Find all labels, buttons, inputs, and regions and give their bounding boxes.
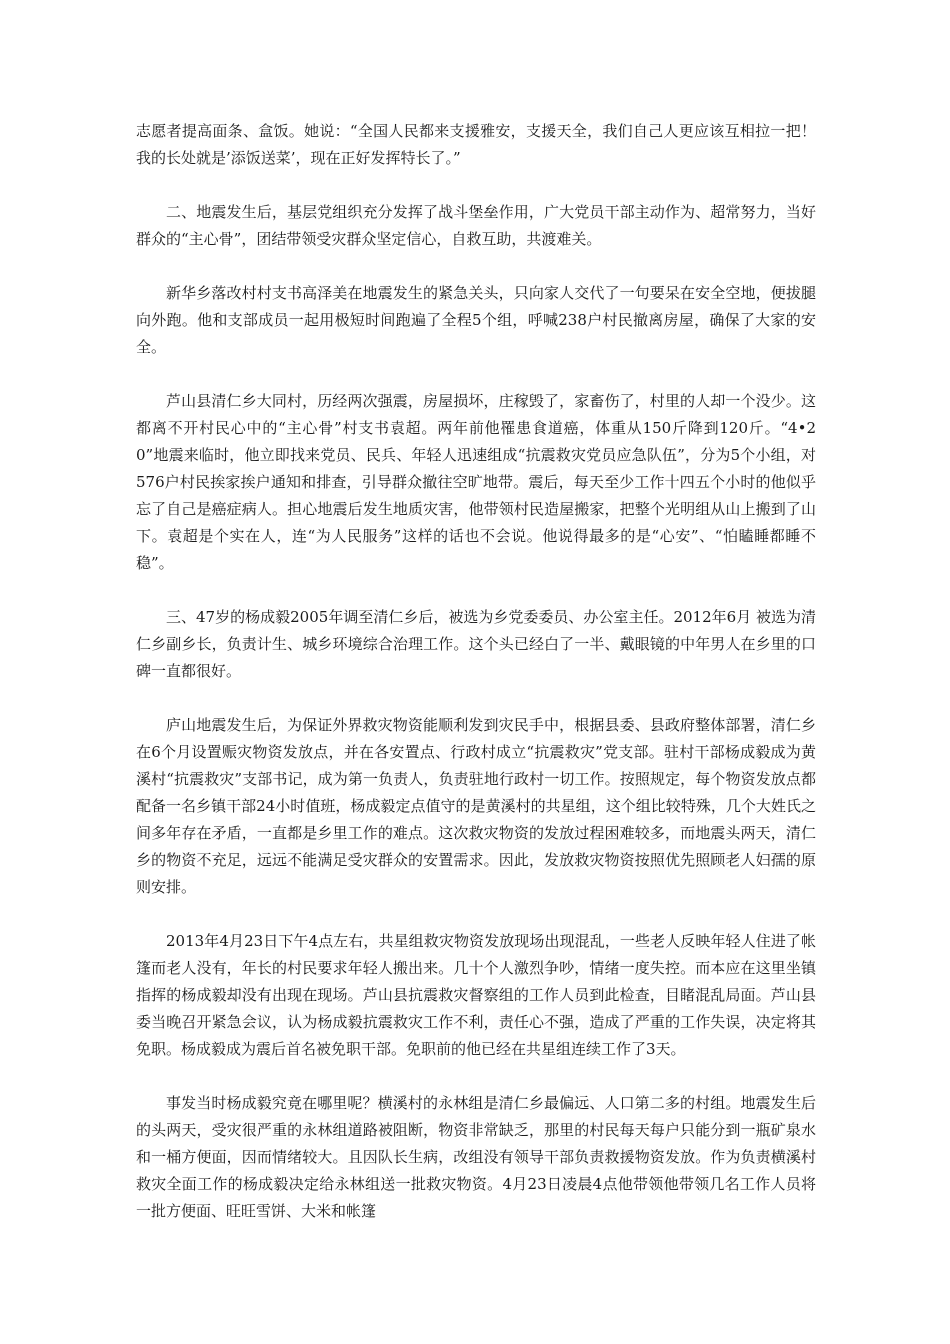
paragraph-4: 芦山县清仁乡大同村，历经两次强震，房屋损坏，庄稼毁了，家畜伤了，村里的人却一个没少。这都离不开村民心中的“主心骨”村支书袁超。两年前他罹患食道癌，体重从150斤降到120斤。“4•20”地震来临时，他立即找来党员、民兵、年轻人迅速组成“抗震救灾党员应急队伍”，分为5个小组，对576户村民挨家挨户通知和排查，引导群众撤往空旷地带。震后，每天至少工作十四五个小时的他似乎忘了自己是癌症病人。担心地震后发生地质灾害，他带领村民造屋搬家，把整个光明组从山上搬到了山下。袁超是个实在人，连“为人民服务”这样的话也不会说。他说得最多的是“心安”、“怕瞌睡都睡不稳”。 bbox=[136, 392, 816, 572]
paragraph-3: 新华乡落改村村支书高泽美在地震发生的紧急关头，只向家人交代了一句要呆在安全空地，便拔腿向外跑。他和支部成员一起用极短时间跑遍了全程5个组，呼喊238户村民撤离房屋，确保了大家的安全。 bbox=[136, 284, 816, 356]
paragraph-2: 二、地震发生后，基层党组织充分发挥了战斗堡垒作用，广大党员干部主动作为、超常努力，当好群众的“主心骨”，团结带领受灾群众坚定信心，自救互助，共渡难关。 bbox=[136, 203, 816, 248]
document-page bbox=[136, 118, 816, 1252]
paragraph-7: 2013年4月23日下午4点左右，共星组救灾物资发放现场出现混乱，一些老人反映年轻人住进了帐篷而老人没有，年长的村民要求年轻人搬出来。几十个人激烈争吵，情绪一度失控。而本应在这里坐镇指挥的杨成毅却没有出现在现场。芦山县抗震救灾督察组的工作人员到此检查，目睹混乱局面。芦山县委当晚召开紧急会议，认为杨成毅抗震救灾工作不利，责任心不强，造成了严重的工作失误，决定将其免职。杨成毅成为震后首名被免职干部。免职前的他已经在共星组连续工作了3天。 bbox=[136, 932, 816, 1058]
paragraph-1: 志愿者提高面条、盒饭。她说：“全国人民都来支援雅安，支援天全，我们自己人更应该互相拉一把！我的长处就是’添饭送菜’，现在正好发挥特长了。” bbox=[136, 122, 816, 167]
paragraph-8: 事发当时杨成毅究竟在哪里呢？横溪村的永林组是清仁乡最偏远、人口第二多的村组。地震发生后的头两天，受灾很严重的永林组道路被阻断，物资非常缺乏，那里的村民每天每户只能分到一瓶矿泉水和一桶方便面，因而情绪较大。且因队长生病，改组没有领导干部负责救援物资发放。作为负责横溪村救灾全面工作的杨成毅决定给永林组送一批救灾物资。4月23日凌晨4点他带领他带领几名工作人员将一批方便面、旺旺雪饼、大米和帐篷 bbox=[136, 1094, 816, 1220]
paragraph-6: 庐山地震发生后，为保证外界救灾物资能顺利发到灾民手中，根据县委、县政府整体部署，清仁乡在6个月设置赈灾物资发放点，并在各安置点、行政村成立“抗震救灾”党支部。驻村干部杨成毅成为黄溪村“抗震救灾”支部书记，成为第一负责人，负责驻地行政村一切工作。按照规定，每个物资发放点都配备一名乡镇干部24小时值班，杨成毅定点值守的是黄溪村的共星组，这个组比较特殊，几个大姓氏之间多年存在矛盾，一直都是乡里工作的难点。这次救灾物资的发放过程困难较多，而地震头两天，清仁乡的物资不充足，远远不能满足受灾群众的安置需求。因此，发放救灾物资按照优先照顾老人妇孺的原则安排。 bbox=[136, 716, 816, 896]
paragraph-5: 三、47岁的杨成毅2005年调至清仁乡后，被选为乡党委委员、办公室主任。2012年6月 被选为清仁乡副乡长，负责计生、城乡环境综合治理工作。这个头已经白了一半、戴眼镜的中年男人在乡里的口碑一直都很好。 bbox=[136, 608, 816, 680]
